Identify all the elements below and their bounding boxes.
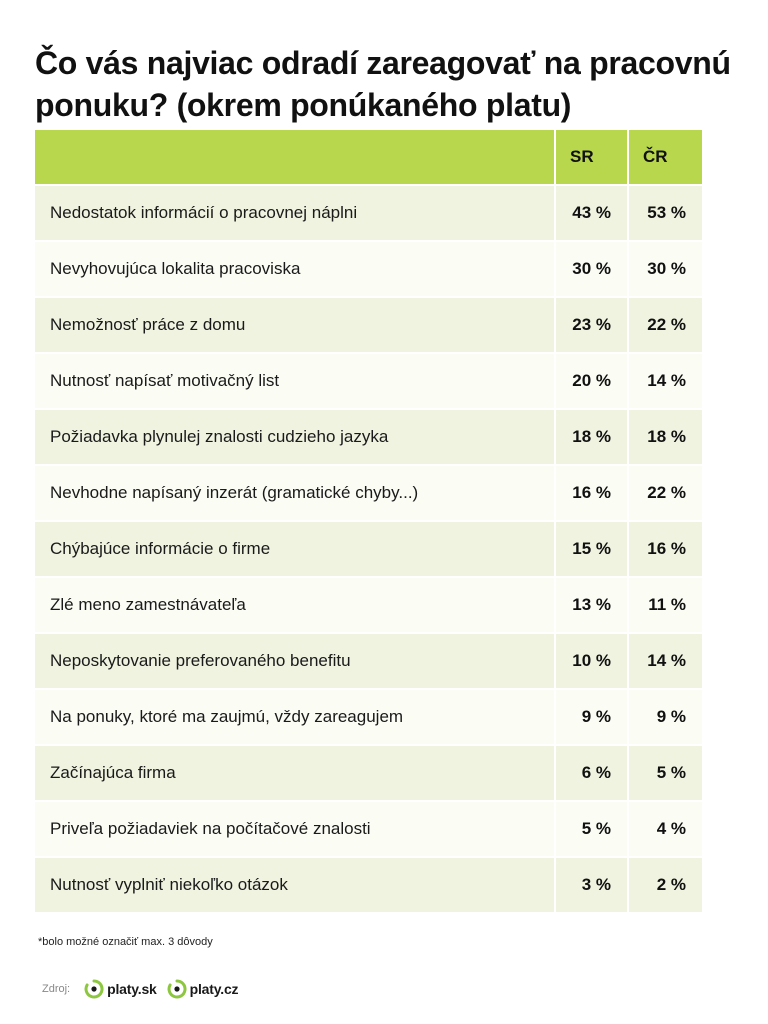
row-label: Chýbajúce informácie o firme [35,522,554,576]
row-value-cr: 14 % [629,354,702,408]
footnote: *bolo možné označiť max. 3 dôvody [38,936,213,948]
row-label: Začínajúca firma [35,746,554,800]
row-label: Neposkytovanie preferovaného benefitu [35,634,554,688]
row-label: Nemožnosť práce z domu [35,298,554,352]
row-value-sr: 23 % [556,298,627,352]
table-row [35,354,702,408]
row-value-sr: 15 % [556,522,627,576]
row-label: Nedostatok informácií o pracovnej náplni [35,186,554,240]
table-row [35,466,702,520]
table-row [35,858,702,912]
row-label: Nutnosť napísať motivačný list [35,354,554,408]
row-value-cr: 5 % [629,746,702,800]
table-row [35,802,702,856]
table-header-row [35,130,702,184]
row-value-cr: 2 % [629,858,702,912]
row-label: Na ponuky, ktoré ma zaujmú, vždy zareagujem [35,690,554,744]
row-value-sr: 3 % [556,858,627,912]
page-title: Čo vás najviac odradí zareagovať na pracovnú ponuku? (okrem ponúkaného platu) [35,45,731,123]
platy-logo-icon [84,979,104,999]
row-value-sr: 9 % [556,690,627,744]
table-row [35,186,702,240]
platy-sk-text: platy.sk [107,981,157,997]
table-row [35,746,702,800]
table-row [35,410,702,464]
header-label-cell [35,130,554,184]
row-value-sr: 16 % [556,466,627,520]
row-label: Nevhodne napísaný inzerát (gramatické chyby...) [35,466,554,520]
row-label: Nevyhovujúca lokalita pracoviska [35,242,554,296]
row-label: Priveľa požiadaviek na počítačové znalosti [35,802,554,856]
row-value-sr: 10 % [556,634,627,688]
row-value-sr: 43 % [556,186,627,240]
source [42,976,248,1002]
header-cr: ČR [629,130,702,184]
platy-sk-logo [84,979,157,999]
platy-cz-text: platy.cz [189,981,239,997]
row-value-sr: 18 % [556,410,627,464]
row-label: Požiadavka plynulej znalosti cudzieho jazyka [35,410,554,464]
row-value-cr: 53 % [629,186,702,240]
row-value-cr: 18 % [629,410,702,464]
source-label: Zdroj: [42,983,71,995]
row-value-cr: 30 % [629,242,702,296]
row-value-sr: 20 % [556,354,627,408]
row-value-sr: 13 % [556,578,627,632]
row-value-cr: 4 % [629,802,702,856]
table-row [35,634,702,688]
row-value-sr: 5 % [556,802,627,856]
row-value-sr: 30 % [556,242,627,296]
row-value-cr: 11 % [629,578,702,632]
row-label: Nutnosť vyplniť niekoľko otázok [35,858,554,912]
platy-cz-logo [167,979,239,999]
table-row [35,242,702,296]
header-sr: SR [556,130,627,184]
row-value-cr: 22 % [629,466,702,520]
row-label: Zlé meno zamestnávateľa [35,578,554,632]
row-value-cr: 16 % [629,522,702,576]
table-row [35,690,702,744]
data-table [35,130,702,914]
row-value-cr: 9 % [629,690,702,744]
row-value-cr: 22 % [629,298,702,352]
table-row [35,578,702,632]
table-row [35,298,702,352]
table-row [35,522,702,576]
row-value-cr: 14 % [629,634,702,688]
platy-logo-icon [167,979,187,999]
row-value-sr: 6 % [556,746,627,800]
